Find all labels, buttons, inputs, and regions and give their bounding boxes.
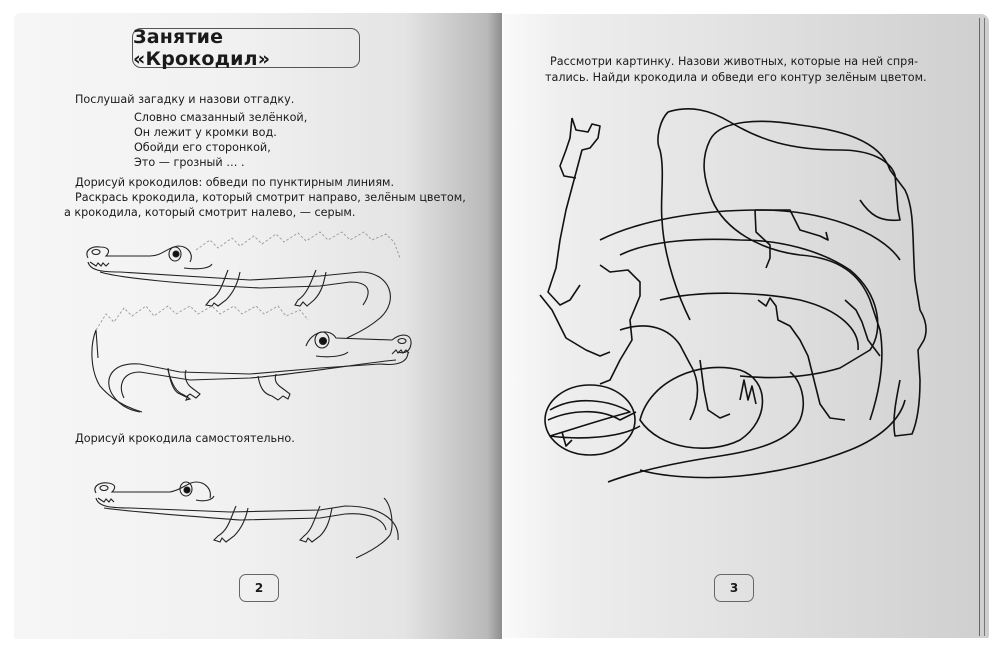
task-draw-text: Дорисуй крокодила самостоятельно.	[75, 432, 295, 445]
riddle-line: Он лежит у кромки вод.	[134, 126, 277, 139]
task-color-text-1: Раскрась крокодила, который смотрит направо, зелёным цветом,	[75, 191, 466, 204]
riddle-instruction: Послушай загадку и назови отгадку.	[75, 93, 295, 106]
riddle-line: Это — грозный … .	[134, 156, 245, 169]
page-number-box-right	[714, 574, 754, 602]
right-instruction-line-1: Рассмотри картинку. Назови животных, которые на ней спря-	[550, 55, 919, 68]
task-color-text-2: а крокодила, который смотрит налево, — серым.	[64, 206, 356, 219]
right-instruction-line-2: тались. Найди крокодила и обведи его контур зелёным цветом.	[545, 71, 927, 84]
lesson-title: Занятие «Крокодил»	[133, 26, 271, 70]
page-number-right: 3	[729, 581, 739, 595]
task-trace-text: Дорисуй крокодилов: обведи по пунктирным линиям.	[75, 176, 395, 189]
page-number-left: 2	[254, 581, 264, 595]
riddle-line: Словно смазанный зелёнкой,	[134, 111, 308, 124]
riddle-line: Обойди его сторонкой,	[134, 141, 271, 154]
